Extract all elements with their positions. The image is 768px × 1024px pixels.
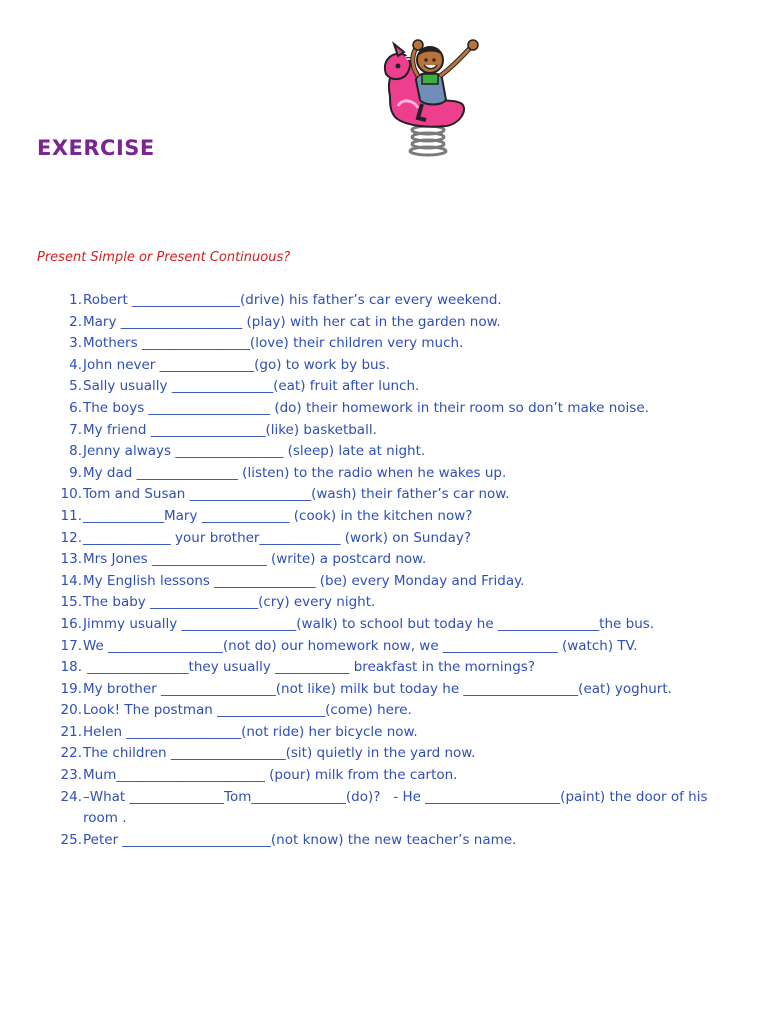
exercise-item bbox=[52, 549, 732, 571]
exercise-item-sentence: Robert ________________(drive) his father’s car every weekend. bbox=[83, 292, 502, 308]
exercise-item bbox=[52, 722, 732, 744]
exercise-item-number: 15. bbox=[60, 594, 82, 611]
exercise-item-number: 22. bbox=[60, 745, 82, 762]
exercise-item bbox=[52, 333, 732, 355]
exercise-item-sentence: The children _________________(sit) quietly in the yard now. bbox=[83, 745, 476, 762]
exercise-item-sentence: My English lessons _______________ (be) every Monday and Friday. bbox=[83, 572, 525, 589]
child-on-spring-rocking-horse-icon bbox=[376, 34, 488, 158]
exercise-item-number: 12. bbox=[60, 529, 82, 546]
exercise-item-sentence: Mothers ________________(love) their children very much. bbox=[83, 335, 464, 352]
exercise-list bbox=[52, 290, 732, 851]
exercise-item-number: 20. bbox=[60, 702, 82, 719]
exercise-item-sentence: The boys __________________ (do) their homework in their room so don’t make noise. bbox=[83, 399, 649, 416]
exercise-item bbox=[52, 787, 732, 830]
exercise-item-sentence: Mum______________________ (pour) milk from the carton. bbox=[83, 767, 458, 784]
exercise-item-sentence: Mrs Jones _________________ (write) a postcard now. bbox=[83, 551, 427, 568]
exercise-item-sentence: Peter ______________________(not know) the new teacher’s name. bbox=[83, 831, 517, 848]
exercise-item-number: 11. bbox=[60, 507, 82, 524]
exercise-item-sentence: _______________they usually ___________ breakfast in the mornings? bbox=[83, 659, 535, 676]
exercise-item bbox=[52, 376, 732, 398]
exercise-item-sentence: My friend _________________(like) basketball. bbox=[83, 421, 377, 438]
exercise-item-number: 18. bbox=[60, 659, 82, 676]
exercise-item-number: 23. bbox=[60, 767, 82, 784]
exercise-item-number: 21. bbox=[60, 723, 82, 740]
exercise-item-sentence: Jimmy usually _________________(walk) to school but today he _______________the bus. bbox=[83, 615, 655, 632]
exercise-item bbox=[52, 765, 732, 787]
exercise-item-sentence: Sally usually _______________(eat) fruit after lunch. bbox=[83, 378, 420, 395]
exercise-item bbox=[52, 463, 732, 485]
exercise-item-sentence: _____________ your brother____________ (work) on Sunday? bbox=[83, 529, 472, 546]
exercise-item bbox=[52, 657, 732, 679]
exercise-item bbox=[52, 398, 732, 420]
exercise-item-number: 25. bbox=[60, 831, 82, 848]
exercise-item-number: 17. bbox=[60, 637, 82, 654]
exercise-item-sentence: My dad _______________ (listen) to the radio when he wakes up. bbox=[83, 464, 507, 481]
exercise-item-number: 3. bbox=[69, 335, 82, 352]
exercise-item-number: 24. bbox=[60, 788, 82, 805]
exercise-item bbox=[52, 679, 732, 701]
exercise-item bbox=[52, 484, 732, 506]
exercise-item-number: 5. bbox=[69, 378, 82, 395]
exercise-item bbox=[52, 290, 732, 312]
exercise-item-number: 2. bbox=[69, 313, 82, 330]
exercise-item-sentence: John never ______________(go) to work by bus. bbox=[83, 356, 390, 373]
exercise-item-number: 1. bbox=[69, 292, 82, 308]
exercise-item-sentence: Look! The postman ________________(come) here. bbox=[83, 702, 412, 719]
exercise-item bbox=[52, 614, 732, 636]
exercise-item bbox=[52, 355, 732, 377]
exercise-item-sentence: The baby ________________(cry) every night. bbox=[83, 594, 376, 611]
exercise-item bbox=[52, 592, 732, 614]
exercise-item bbox=[52, 743, 732, 765]
exercise-item bbox=[52, 636, 732, 658]
page-title: EXERCISE bbox=[37, 136, 155, 160]
exercise-item-number: 9. bbox=[69, 464, 82, 481]
exercise-item-number: 6. bbox=[69, 399, 82, 416]
exercise-item-sentence: Tom and Susan __________________(wash) their father’s car now. bbox=[83, 486, 510, 503]
exercise-instructions: Present Simple or Present Continuous? bbox=[37, 250, 291, 265]
exercise-item-sentence: We _________________(not do) our homework now, we _________________ (watch) TV. bbox=[83, 637, 638, 654]
exercise-item-sentence: Mary __________________ (play) with her cat in the garden now. bbox=[83, 313, 501, 330]
exercise-item-sentence: Helen _________________(not ride) her bicycle now. bbox=[83, 723, 418, 740]
exercise-item-number: 14. bbox=[60, 572, 82, 589]
exercise-item-number: 19. bbox=[60, 680, 82, 697]
exercise-item-number: 16. bbox=[60, 615, 82, 632]
exercise-item-number: 10. bbox=[60, 486, 82, 503]
exercise-item bbox=[52, 700, 732, 722]
exercise-item bbox=[52, 420, 732, 442]
exercise-item-sentence: ____________Mary _____________ (cook) in the kitchen now? bbox=[83, 507, 473, 524]
exercise-item bbox=[52, 441, 732, 463]
exercise-item-number: 4. bbox=[69, 356, 82, 373]
exercise-item-number: 13. bbox=[60, 551, 82, 568]
exercise-item bbox=[52, 830, 732, 852]
exercise-item-sentence: My brother _________________(not like) milk but today he _________________(eat) yoghurt. bbox=[83, 680, 672, 697]
exercise-item-sentence: –What ______________Tom______________(do)? - He ____________________(paint) the door of his room . bbox=[83, 788, 712, 827]
exercise-item-sentence: Jenny always ________________ (sleep) late at night. bbox=[83, 443, 426, 460]
exercise-item bbox=[52, 571, 732, 593]
exercise-item bbox=[52, 506, 732, 528]
exercise-item bbox=[52, 528, 732, 550]
exercise-item-number: 8. bbox=[69, 443, 82, 460]
exercise-item-number: 7. bbox=[69, 421, 82, 438]
exercise-item bbox=[52, 312, 732, 334]
